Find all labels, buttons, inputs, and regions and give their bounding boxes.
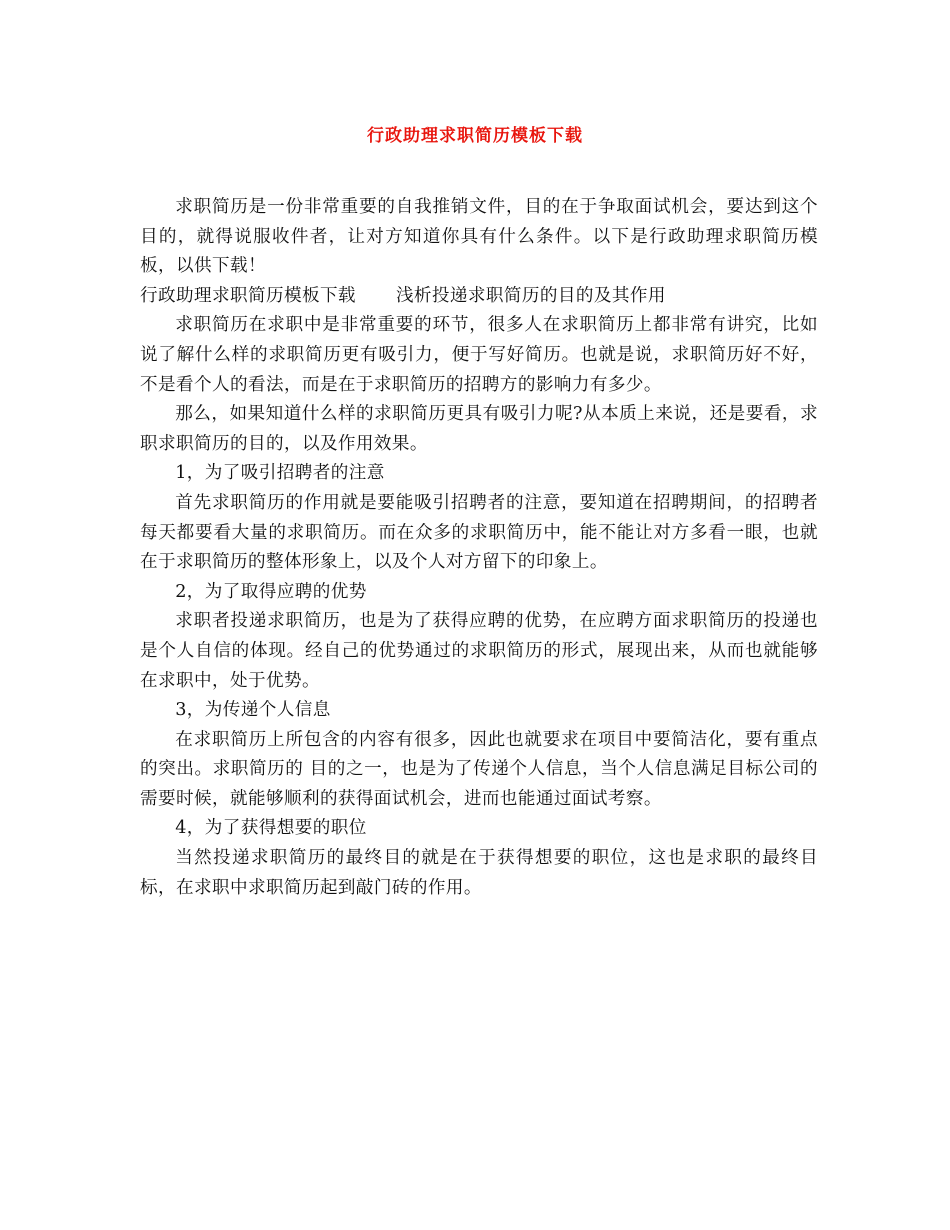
point-1-heading: 1，为了吸引招聘者的注意 <box>175 463 385 484</box>
point-2-heading: 2，为了取得应聘的优势 <box>175 581 367 602</box>
point-3-text: 在求职简历上所包含的内容有很多，因此也就要求在项目中要简洁化，要有重点的突出。求职简历的 目的之一，也是为了传递个人信息，当个人信息满足目标公司的需要时候，就能够顺利的获得面试机会，进而也能通过面试考察。 <box>140 729 818 809</box>
point-3-heading: 3，为传递个人信息 <box>175 700 331 721</box>
subtitle-left: 行政助理求职简历模板下载 <box>140 285 356 306</box>
body-paragraph-2: 那么，如果知道什么样的求职简历更具有吸引力呢?从本质上来说，还是要看，求职求职简历的目的，以及作用效果。 <box>140 404 818 454</box>
point-1-text: 首先求职简历的作用就是要能吸引招聘者的注意，要知道在招聘期间，的招聘者每天都要看大量的求职简历。而在众多的求职简历中，能不能让对方多看一眼，也就在于求职简历的整体形象上，以及个人对方留下的印象上。 <box>140 492 818 573</box>
intro-paragraph: 求职简历是一份非常重要的自我推销文件，目的在于争取面试机会，要达到这个目的，就得说服收件者，让对方知道你具有什么条件。以下是行政助理求职简历模板，以供下载！ <box>140 197 818 277</box>
point-2-text: 求职者投递求职简历，也是为了获得应聘的优势，在应聘方面求职简历的投递也是个人自信的体现。经自己的优势通过的求职简历的形式，展现出来，从而也就能够在求职中，处于优势。 <box>140 611 818 691</box>
point-4-heading: 4，为了获得想要的职位 <box>175 818 367 839</box>
subtitle-right: 浅析投递求职简历的目的及其作用 <box>395 285 666 306</box>
document-title: 行政助理求职简历模板下载 <box>367 126 583 146</box>
body-paragraph-1: 求职简历在求职中是非常重要的环节，很多人在求职简历上都非常有讲究，比如说了解什么样的求职简历更有吸引力，便于写好简历。也就是说，求职简历好不好，不是看个人的看法，而是在于求职简历的招聘方的影响力有多少。 <box>140 315 818 395</box>
document-body <box>140 193 818 903</box>
point-4-text: 当然投递求职简历的最终目的就是在于获得想要的职位，这也是求职的最终目标，在求职中求职简历起到敲门砖的作用。 <box>140 848 818 898</box>
subtitle-line <box>140 282 818 312</box>
